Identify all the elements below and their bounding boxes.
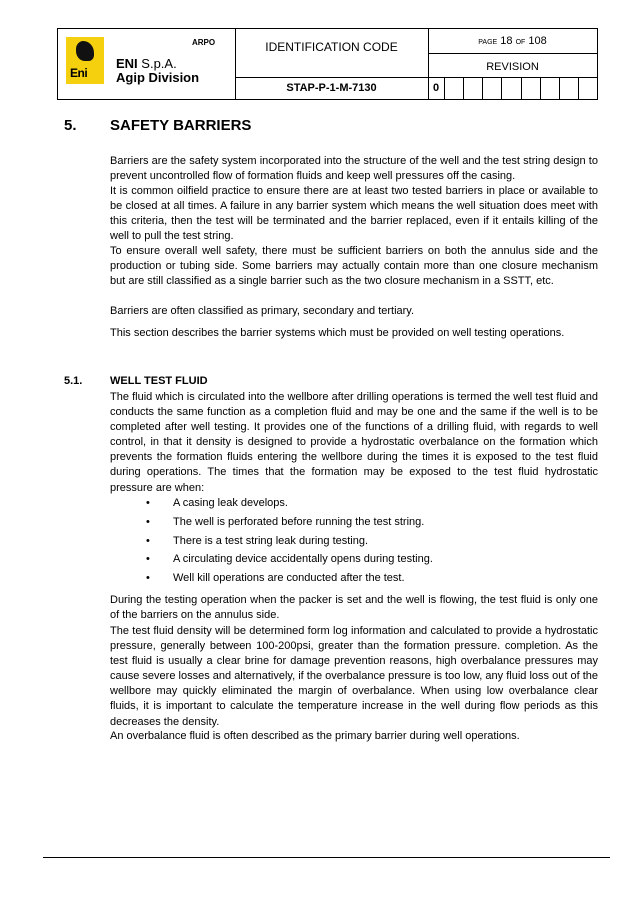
identification-code: STAP-P-1-M-7130	[286, 82, 377, 94]
identification-cell	[235, 29, 429, 99]
paragraph: The fluid which is circulated into the wellbore after drilling operations is termed the well test fluid and conducts the same function as a completion fluid and may be one and the same if the well is to be completed after well testing. It provides one of the functions of a drilling fluid, with regards to well control, in that it density is designed to provide a hydrostatic overbalance on the formation which prevents the formation fluids entering the wellbore during the times it is exposed to the test fluid during operations. The times that the formation may be exposed to the test fluid hydrostatic pressure are when:	[110, 391, 598, 494]
paragraph: To ensure overall well safety, there must be sufficient barriers on both the annulus side and the production or tubing side. Some barriers may actually contain more than one closure mechanism but are still classified as a single barrier such as the two closure mechanism in a SSTT, etc.	[110, 245, 598, 288]
company-name: ENI S.p.A.	[116, 56, 177, 71]
list-item: • A casing leak develops.	[146, 494, 433, 513]
paragraph: During the testing operation when the packer is set and the well is flowing, the test fluid is only one of the barriers on the annulus side.	[110, 594, 598, 622]
page-revision-cell	[428, 29, 597, 99]
paragraph: The test fluid density will be determined form log information and calculated to provide a hydrostatic pressure, generally between 100-200psi, greater than the formation pressure. completion. As the test fluid is usually a clear brine for damage prevention reasons, high overbalance pressures may cause severe losses and alternatively, if the overbalance pressure is too low, any fluid loss out of the wellbore may quickly eliminated the margin of overbalance. When using low overbalance clear fluids, it is important to calculate the temperature increase in the well during flow periods as this decreases the density.	[110, 625, 598, 728]
paragraph: Barriers are the safety system incorporated into the structure of the well and the test string design to prevent uncontrolled flow of formation fluids and keep well pressures off the casing.	[110, 155, 598, 183]
eni-logo	[66, 37, 104, 84]
list-item: • Well kill operations are conducted after the test.	[146, 569, 433, 588]
division-name: Agip Division	[116, 70, 200, 85]
bullet-list	[146, 494, 433, 588]
footer-rule	[43, 857, 610, 858]
arpo-label: ARPO	[192, 38, 216, 47]
section-number: 5.	[64, 117, 77, 134]
subsection-title: WELL TEST FLUID	[110, 375, 208, 387]
list-item: • A circulating device accidentally opens during testing.	[146, 550, 433, 569]
identification-label: IDENTIFICATION CODE	[265, 40, 398, 54]
paragraph: It is common oilfield practice to ensure there are at least two tested barriers in place or available to be closed at all times. A failure in any barrier system which means the well situation does meet with this criteria, then the test will be terminated and the barrier replaced, even if it entails killing of the well to pull the test string.	[110, 185, 598, 243]
logo-text: Eni	[70, 66, 88, 80]
paragraph: Barriers are often classified as primary, secondary and tertiary.	[110, 305, 415, 317]
list-item: • The well is perforated before running the test string.	[146, 513, 433, 532]
revision-value: 0	[432, 82, 440, 94]
paragraph: This section describes the barrier systems which must be provided on well testing operations.	[110, 327, 565, 339]
company-cell	[58, 29, 236, 99]
document-header	[57, 28, 598, 100]
subsection-number: 5.1.	[64, 375, 83, 387]
page-indicator: PAGE 18 OF 108	[478, 35, 547, 47]
six-legged-dog-icon	[76, 41, 94, 61]
revision-label: REVISION	[486, 61, 539, 73]
paragraph: An overbalance fluid is often described as the primary barrier during well operations.	[110, 730, 520, 742]
list-item: • There is a test string leak during testing.	[146, 532, 433, 551]
revision-boxes	[428, 77, 597, 99]
section-title: SAFETY BARRIERS	[110, 117, 252, 134]
